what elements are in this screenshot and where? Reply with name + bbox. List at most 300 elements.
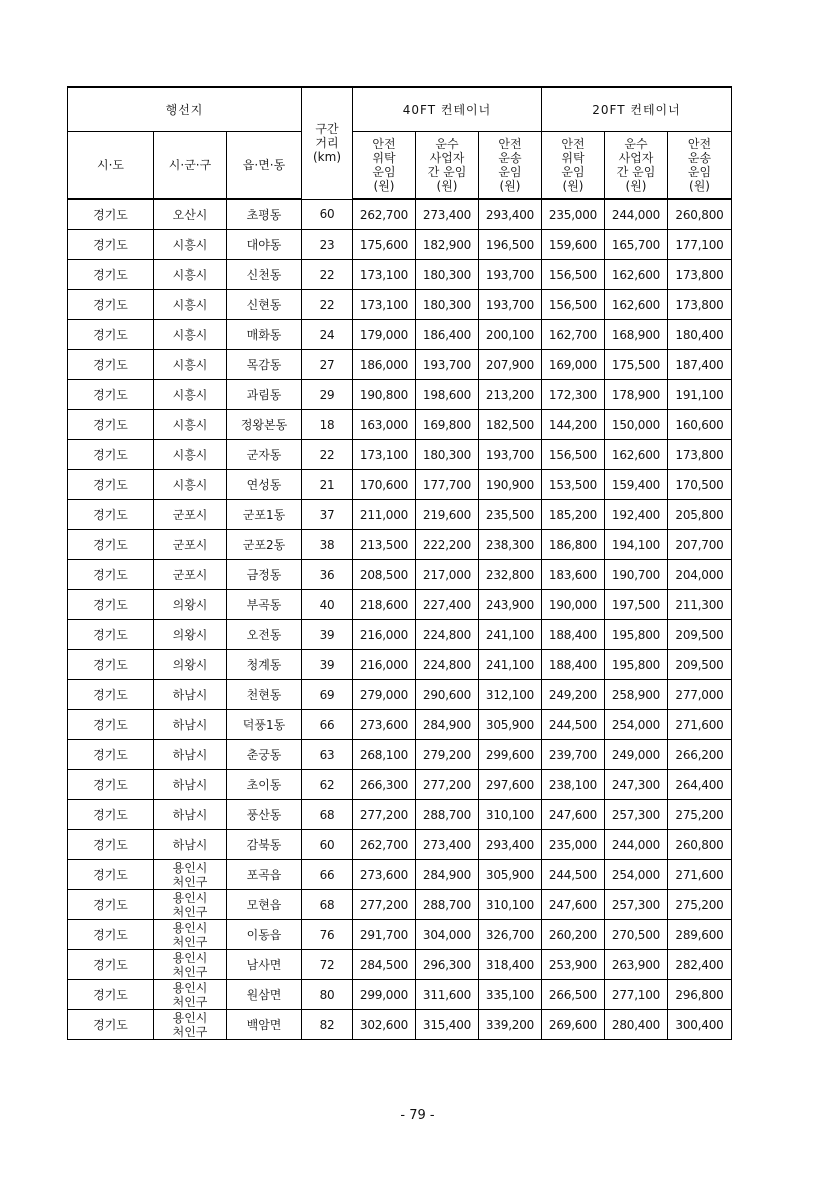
cell-40ft-safe-consign-rate: 208,500 [353,560,416,590]
table-row [68,350,732,380]
cell-20ft-safe-transport-rate: 209,500 [668,650,732,680]
cell-40ft-safe-consign-rate: 279,000 [353,680,416,710]
cell-sido: 경기도 [68,199,154,230]
cell-eupmyeondong: 정왕본동 [227,410,302,440]
cell-20ft-safe-consign-rate: 156,500 [542,290,605,320]
cell-40ft-carrier-rate: 290,600 [416,680,479,710]
cell-40ft-safe-transport-rate: 238,300 [479,530,542,560]
table-row [68,590,732,620]
cell-eupmyeondong: 초평동 [227,199,302,230]
cell-40ft-carrier-rate: 311,600 [416,980,479,1010]
cell-20ft-safe-consign-rate: 188,400 [542,650,605,680]
cell-20ft-safe-consign-rate: 260,200 [542,920,605,950]
cell-40ft-carrier-rate: 288,700 [416,800,479,830]
cell-40ft-safe-transport-rate: 293,400 [479,199,542,230]
cell-sido: 경기도 [68,860,154,890]
header-sido: 시·도 [68,132,154,200]
cell-distance: 60 [302,830,353,860]
cell-sido: 경기도 [68,530,154,560]
cell-20ft-safe-consign-rate: 153,500 [542,470,605,500]
cell-sigungu: 군포시 [154,500,227,530]
cell-eupmyeondong: 감북동 [227,830,302,860]
cell-20ft-safe-consign-rate: 238,100 [542,770,605,800]
cell-eupmyeondong: 과림동 [227,380,302,410]
cell-sido: 경기도 [68,470,154,500]
cell-40ft-carrier-rate: 273,400 [416,199,479,230]
cell-eupmyeondong: 풍산동 [227,800,302,830]
header-40ft-safe-consign-rate: 안전 위탁 운임 (원) [353,132,416,200]
cell-20ft-safe-transport-rate: 277,000 [668,680,732,710]
cell-40ft-safe-consign-rate: 179,000 [353,320,416,350]
cell-distance: 66 [302,860,353,890]
cell-sigungu: 하남시 [154,710,227,740]
cell-40ft-safe-transport-rate: 193,700 [479,260,542,290]
header-40ft-carrier-rate: 운수 사업자 간 운임 (원) [416,132,479,200]
cell-sigungu: 시흥시 [154,230,227,260]
cell-20ft-safe-transport-rate: 207,700 [668,530,732,560]
table-row [68,680,732,710]
cell-40ft-safe-transport-rate: 207,900 [479,350,542,380]
cell-eupmyeondong: 초이동 [227,770,302,800]
cell-40ft-safe-transport-rate: 339,200 [479,1010,542,1040]
cell-40ft-safe-consign-rate: 273,600 [353,860,416,890]
cell-sigungu: 용인시 처인구 [154,980,227,1010]
cell-20ft-safe-transport-rate: 191,100 [668,380,732,410]
cell-20ft-safe-transport-rate: 296,800 [668,980,732,1010]
cell-20ft-safe-consign-rate: 159,600 [542,230,605,260]
table-body [68,199,732,1040]
table-row [68,260,732,290]
cell-20ft-carrier-rate: 254,000 [605,710,668,740]
cell-20ft-carrier-rate: 270,500 [605,920,668,950]
cell-40ft-safe-consign-rate: 268,100 [353,740,416,770]
cell-distance: 39 [302,650,353,680]
cell-20ft-safe-transport-rate: 173,800 [668,290,732,320]
cell-eupmyeondong: 매화동 [227,320,302,350]
cell-distance: 39 [302,620,353,650]
cell-40ft-safe-transport-rate: 335,100 [479,980,542,1010]
table-row [68,1010,732,1040]
cell-20ft-safe-transport-rate: 275,200 [668,890,732,920]
cell-20ft-carrier-rate: 175,500 [605,350,668,380]
table-row [68,830,732,860]
cell-40ft-carrier-rate: 296,300 [416,950,479,980]
cell-sigungu: 시흥시 [154,260,227,290]
cell-distance: 29 [302,380,353,410]
cell-20ft-carrier-rate: 254,000 [605,860,668,890]
cell-40ft-safe-consign-rate: 266,300 [353,770,416,800]
cell-40ft-carrier-rate: 198,600 [416,380,479,410]
table-row [68,199,732,230]
cell-20ft-carrier-rate: 195,800 [605,650,668,680]
cell-20ft-safe-consign-rate: 235,000 [542,199,605,230]
cell-eupmyeondong: 포곡읍 [227,860,302,890]
cell-20ft-carrier-rate: 150,000 [605,410,668,440]
cell-40ft-safe-consign-rate: 291,700 [353,920,416,950]
cell-40ft-carrier-rate: 186,400 [416,320,479,350]
cell-distance: 66 [302,710,353,740]
table-row [68,320,732,350]
cell-20ft-safe-transport-rate: 271,600 [668,860,732,890]
cell-40ft-safe-transport-rate: 232,800 [479,560,542,590]
cell-distance: 62 [302,770,353,800]
cell-eupmyeondong: 덕풍1동 [227,710,302,740]
cell-distance: 40 [302,590,353,620]
cell-40ft-safe-consign-rate: 173,100 [353,440,416,470]
cell-40ft-safe-consign-rate: 213,500 [353,530,416,560]
cell-20ft-carrier-rate: 263,900 [605,950,668,980]
cell-distance: 63 [302,740,353,770]
table-row [68,560,732,590]
cell-20ft-safe-transport-rate: 271,600 [668,710,732,740]
cell-eupmyeondong: 신천동 [227,260,302,290]
cell-40ft-carrier-rate: 277,200 [416,770,479,800]
cell-20ft-safe-consign-rate: 239,700 [542,740,605,770]
cell-distance: 38 [302,530,353,560]
cell-40ft-safe-consign-rate: 163,000 [353,410,416,440]
cell-sigungu: 하남시 [154,830,227,860]
cell-sido: 경기도 [68,890,154,920]
cell-20ft-safe-consign-rate: 172,300 [542,380,605,410]
header-distance-km: 구간 거리 (km) [302,87,353,199]
cell-40ft-safe-transport-rate: 297,600 [479,770,542,800]
table-row [68,380,732,410]
cell-distance: 22 [302,290,353,320]
cell-sido: 경기도 [68,950,154,980]
cell-20ft-carrier-rate: 195,800 [605,620,668,650]
cell-20ft-safe-consign-rate: 190,000 [542,590,605,620]
cell-40ft-carrier-rate: 193,700 [416,350,479,380]
table-row [68,890,732,920]
cell-20ft-safe-consign-rate: 247,600 [542,800,605,830]
cell-20ft-safe-consign-rate: 253,900 [542,950,605,980]
cell-sigungu: 용인시 처인구 [154,920,227,950]
cell-20ft-safe-transport-rate: 160,600 [668,410,732,440]
cell-20ft-carrier-rate: 257,300 [605,800,668,830]
cell-40ft-carrier-rate: 227,400 [416,590,479,620]
cell-20ft-safe-transport-rate: 177,100 [668,230,732,260]
header-20ft-safe-transport-rate: 안전 운송 운임 (원) [668,132,732,200]
cell-20ft-safe-transport-rate: 282,400 [668,950,732,980]
cell-eupmyeondong: 대야동 [227,230,302,260]
cell-20ft-carrier-rate: 192,400 [605,500,668,530]
header-eupmyeondong: 읍·면·동 [227,132,302,200]
cell-20ft-carrier-rate: 162,600 [605,260,668,290]
cell-40ft-carrier-rate: 217,000 [416,560,479,590]
cell-20ft-safe-transport-rate: 260,800 [668,830,732,860]
cell-sido: 경기도 [68,350,154,380]
table-row [68,470,732,500]
cell-sido: 경기도 [68,920,154,950]
cell-40ft-safe-transport-rate: 310,100 [479,890,542,920]
cell-40ft-safe-consign-rate: 186,000 [353,350,416,380]
cell-40ft-carrier-rate: 180,300 [416,440,479,470]
cell-20ft-carrier-rate: 162,600 [605,440,668,470]
cell-20ft-safe-consign-rate: 244,500 [542,710,605,740]
cell-40ft-carrier-rate: 224,800 [416,650,479,680]
cell-20ft-carrier-rate: 162,600 [605,290,668,320]
cell-distance: 60 [302,199,353,230]
table-row [68,500,732,530]
cell-sigungu: 용인시 처인구 [154,1010,227,1040]
cell-distance: 22 [302,260,353,290]
cell-40ft-safe-consign-rate: 262,700 [353,199,416,230]
cell-40ft-safe-consign-rate: 277,200 [353,800,416,830]
cell-eupmyeondong: 모현읍 [227,890,302,920]
cell-distance: 82 [302,1010,353,1040]
cell-40ft-safe-transport-rate: 196,500 [479,230,542,260]
cell-eupmyeondong: 군포1동 [227,500,302,530]
cell-20ft-safe-consign-rate: 183,600 [542,560,605,590]
cell-eupmyeondong: 금정동 [227,560,302,590]
cell-distance: 18 [302,410,353,440]
cell-40ft-safe-consign-rate: 262,700 [353,830,416,860]
header-20ft-carrier-rate: 운수 사업자 간 운임 (원) [605,132,668,200]
table-row [68,740,732,770]
cell-distance: 22 [302,440,353,470]
cell-40ft-carrier-rate: 180,300 [416,290,479,320]
cell-eupmyeondong: 원삼면 [227,980,302,1010]
cell-40ft-carrier-rate: 224,800 [416,620,479,650]
cell-eupmyeondong: 군포2동 [227,530,302,560]
cell-20ft-safe-transport-rate: 180,400 [668,320,732,350]
cell-20ft-carrier-rate: 247,300 [605,770,668,800]
table-row [68,410,732,440]
cell-sigungu: 시흥시 [154,320,227,350]
header-40ft-safe-transport-rate: 안전 운송 운임 (원) [479,132,542,200]
cell-40ft-safe-transport-rate: 310,100 [479,800,542,830]
cell-eupmyeondong: 남사면 [227,950,302,980]
cell-40ft-safe-consign-rate: 284,500 [353,950,416,980]
cell-40ft-safe-transport-rate: 193,700 [479,290,542,320]
table-row [68,440,732,470]
cell-eupmyeondong: 백암면 [227,1010,302,1040]
cell-40ft-safe-transport-rate: 241,100 [479,620,542,650]
cell-40ft-safe-transport-rate: 190,900 [479,470,542,500]
cell-20ft-carrier-rate: 257,300 [605,890,668,920]
cell-sigungu: 시흥시 [154,440,227,470]
cell-20ft-carrier-rate: 244,000 [605,199,668,230]
cell-40ft-carrier-rate: 273,400 [416,830,479,860]
cell-sigungu: 하남시 [154,680,227,710]
cell-40ft-safe-transport-rate: 213,200 [479,380,542,410]
cell-20ft-safe-consign-rate: 266,500 [542,980,605,1010]
cell-sigungu: 의왕시 [154,620,227,650]
header-40ft-container: 40FT 컨테이너 [353,87,542,132]
page-number: - 79 - [400,1108,435,1123]
cell-40ft-carrier-rate: 284,900 [416,710,479,740]
cell-40ft-safe-transport-rate: 182,500 [479,410,542,440]
cell-sigungu: 시흥시 [154,470,227,500]
cell-20ft-safe-transport-rate: 173,800 [668,440,732,470]
table-row [68,950,732,980]
cell-40ft-safe-transport-rate: 326,700 [479,920,542,950]
cell-40ft-safe-transport-rate: 293,400 [479,830,542,860]
cell-40ft-safe-consign-rate: 299,000 [353,980,416,1010]
cell-sigungu: 오산시 [154,199,227,230]
table-row [68,650,732,680]
cell-distance: 36 [302,560,353,590]
cell-20ft-safe-transport-rate: 275,200 [668,800,732,830]
cell-20ft-safe-transport-rate: 170,500 [668,470,732,500]
cell-distance: 68 [302,890,353,920]
cell-distance: 27 [302,350,353,380]
cell-distance: 72 [302,950,353,980]
table-row [68,860,732,890]
cell-20ft-safe-consign-rate: 186,800 [542,530,605,560]
cell-20ft-safe-transport-rate: 187,400 [668,350,732,380]
table-row [68,800,732,830]
header-20ft-safe-consign-rate: 안전 위탁 운임 (원) [542,132,605,200]
cell-sido: 경기도 [68,800,154,830]
cell-sigungu: 시흥시 [154,290,227,320]
cell-40ft-safe-consign-rate: 211,000 [353,500,416,530]
cell-40ft-safe-transport-rate: 305,900 [479,710,542,740]
cell-sido: 경기도 [68,380,154,410]
cell-20ft-safe-transport-rate: 266,200 [668,740,732,770]
table-row [68,290,732,320]
cell-40ft-safe-transport-rate: 241,100 [479,650,542,680]
cell-sigungu: 용인시 처인구 [154,950,227,980]
cell-sigungu: 하남시 [154,770,227,800]
cell-20ft-safe-consign-rate: 156,500 [542,440,605,470]
cell-eupmyeondong: 천현동 [227,680,302,710]
cell-20ft-safe-transport-rate: 205,800 [668,500,732,530]
cell-40ft-carrier-rate: 279,200 [416,740,479,770]
header-20ft-container: 20FT 컨테이너 [542,87,732,132]
cell-distance: 68 [302,800,353,830]
cell-20ft-carrier-rate: 165,700 [605,230,668,260]
cell-eupmyeondong: 신현동 [227,290,302,320]
cell-distance: 24 [302,320,353,350]
cell-40ft-carrier-rate: 180,300 [416,260,479,290]
cell-sido: 경기도 [68,830,154,860]
cell-sigungu: 용인시 처인구 [154,890,227,920]
cell-distance: 80 [302,980,353,1010]
cell-sigungu: 시흥시 [154,410,227,440]
cell-sido: 경기도 [68,500,154,530]
cell-40ft-carrier-rate: 169,800 [416,410,479,440]
cell-20ft-safe-consign-rate: 188,400 [542,620,605,650]
cell-20ft-carrier-rate: 168,900 [605,320,668,350]
cell-sido: 경기도 [68,320,154,350]
cell-40ft-safe-consign-rate: 170,600 [353,470,416,500]
cell-sido: 경기도 [68,230,154,260]
cell-40ft-carrier-rate: 219,600 [416,500,479,530]
table-row [68,920,732,950]
cell-40ft-safe-consign-rate: 277,200 [353,890,416,920]
cell-sigungu: 의왕시 [154,650,227,680]
cell-40ft-carrier-rate: 177,700 [416,470,479,500]
cell-40ft-safe-transport-rate: 235,500 [479,500,542,530]
cell-eupmyeondong: 군자동 [227,440,302,470]
cell-sido: 경기도 [68,740,154,770]
cell-sido: 경기도 [68,260,154,290]
cell-40ft-carrier-rate: 182,900 [416,230,479,260]
cell-sigungu: 군포시 [154,560,227,590]
table-row [68,230,732,260]
cell-20ft-carrier-rate: 280,400 [605,1010,668,1040]
cell-20ft-safe-consign-rate: 185,200 [542,500,605,530]
cell-sigungu: 군포시 [154,530,227,560]
cell-eupmyeondong: 청계동 [227,650,302,680]
cell-20ft-carrier-rate: 244,000 [605,830,668,860]
cell-sigungu: 하남시 [154,740,227,770]
cell-20ft-safe-transport-rate: 264,400 [668,770,732,800]
cell-sido: 경기도 [68,590,154,620]
cell-eupmyeondong: 연성동 [227,470,302,500]
cell-eupmyeondong: 오전동 [227,620,302,650]
cell-sigungu: 의왕시 [154,590,227,620]
cell-sigungu: 용인시 처인구 [154,860,227,890]
cell-sido: 경기도 [68,710,154,740]
cell-20ft-safe-consign-rate: 244,500 [542,860,605,890]
cell-40ft-carrier-rate: 304,000 [416,920,479,950]
cell-20ft-safe-transport-rate: 173,800 [668,260,732,290]
cell-20ft-safe-transport-rate: 289,600 [668,920,732,950]
freight-rate-table [67,86,732,1040]
cell-sido: 경기도 [68,290,154,320]
cell-40ft-carrier-rate: 284,900 [416,860,479,890]
header-sigungu: 시·군·구 [154,132,227,200]
cell-20ft-safe-transport-rate: 211,300 [668,590,732,620]
cell-20ft-safe-consign-rate: 156,500 [542,260,605,290]
cell-20ft-safe-consign-rate: 144,200 [542,410,605,440]
cell-20ft-carrier-rate: 194,100 [605,530,668,560]
cell-20ft-carrier-rate: 277,100 [605,980,668,1010]
cell-sigungu: 하남시 [154,800,227,830]
cell-40ft-carrier-rate: 288,700 [416,890,479,920]
cell-40ft-safe-transport-rate: 200,100 [479,320,542,350]
cell-eupmyeondong: 이동읍 [227,920,302,950]
cell-20ft-safe-consign-rate: 169,000 [542,350,605,380]
cell-sido: 경기도 [68,650,154,680]
cell-sigungu: 시흥시 [154,350,227,380]
cell-distance: 21 [302,470,353,500]
cell-40ft-safe-consign-rate: 175,600 [353,230,416,260]
table-row [68,710,732,740]
cell-40ft-safe-transport-rate: 305,900 [479,860,542,890]
cell-40ft-safe-consign-rate: 218,600 [353,590,416,620]
cell-20ft-carrier-rate: 258,900 [605,680,668,710]
cell-sido: 경기도 [68,1010,154,1040]
cell-20ft-safe-transport-rate: 300,400 [668,1010,732,1040]
cell-40ft-safe-transport-rate: 312,100 [479,680,542,710]
cell-40ft-safe-transport-rate: 299,600 [479,740,542,770]
table-row [68,530,732,560]
cell-distance: 69 [302,680,353,710]
header-destination: 행선지 [68,87,302,132]
cell-distance: 23 [302,230,353,260]
cell-eupmyeondong: 목감동 [227,350,302,380]
cell-40ft-safe-consign-rate: 302,600 [353,1010,416,1040]
cell-40ft-safe-transport-rate: 318,400 [479,950,542,980]
cell-distance: 37 [302,500,353,530]
cell-eupmyeondong: 부곡동 [227,590,302,620]
cell-40ft-carrier-rate: 315,400 [416,1010,479,1040]
cell-sido: 경기도 [68,980,154,1010]
cell-40ft-safe-consign-rate: 173,100 [353,290,416,320]
cell-sido: 경기도 [68,560,154,590]
cell-20ft-safe-consign-rate: 247,600 [542,890,605,920]
cell-40ft-safe-consign-rate: 173,100 [353,260,416,290]
cell-20ft-safe-transport-rate: 260,800 [668,199,732,230]
cell-40ft-safe-transport-rate: 243,900 [479,590,542,620]
cell-20ft-safe-transport-rate: 209,500 [668,620,732,650]
cell-20ft-safe-consign-rate: 269,600 [542,1010,605,1040]
cell-20ft-carrier-rate: 197,500 [605,590,668,620]
table-row [68,770,732,800]
